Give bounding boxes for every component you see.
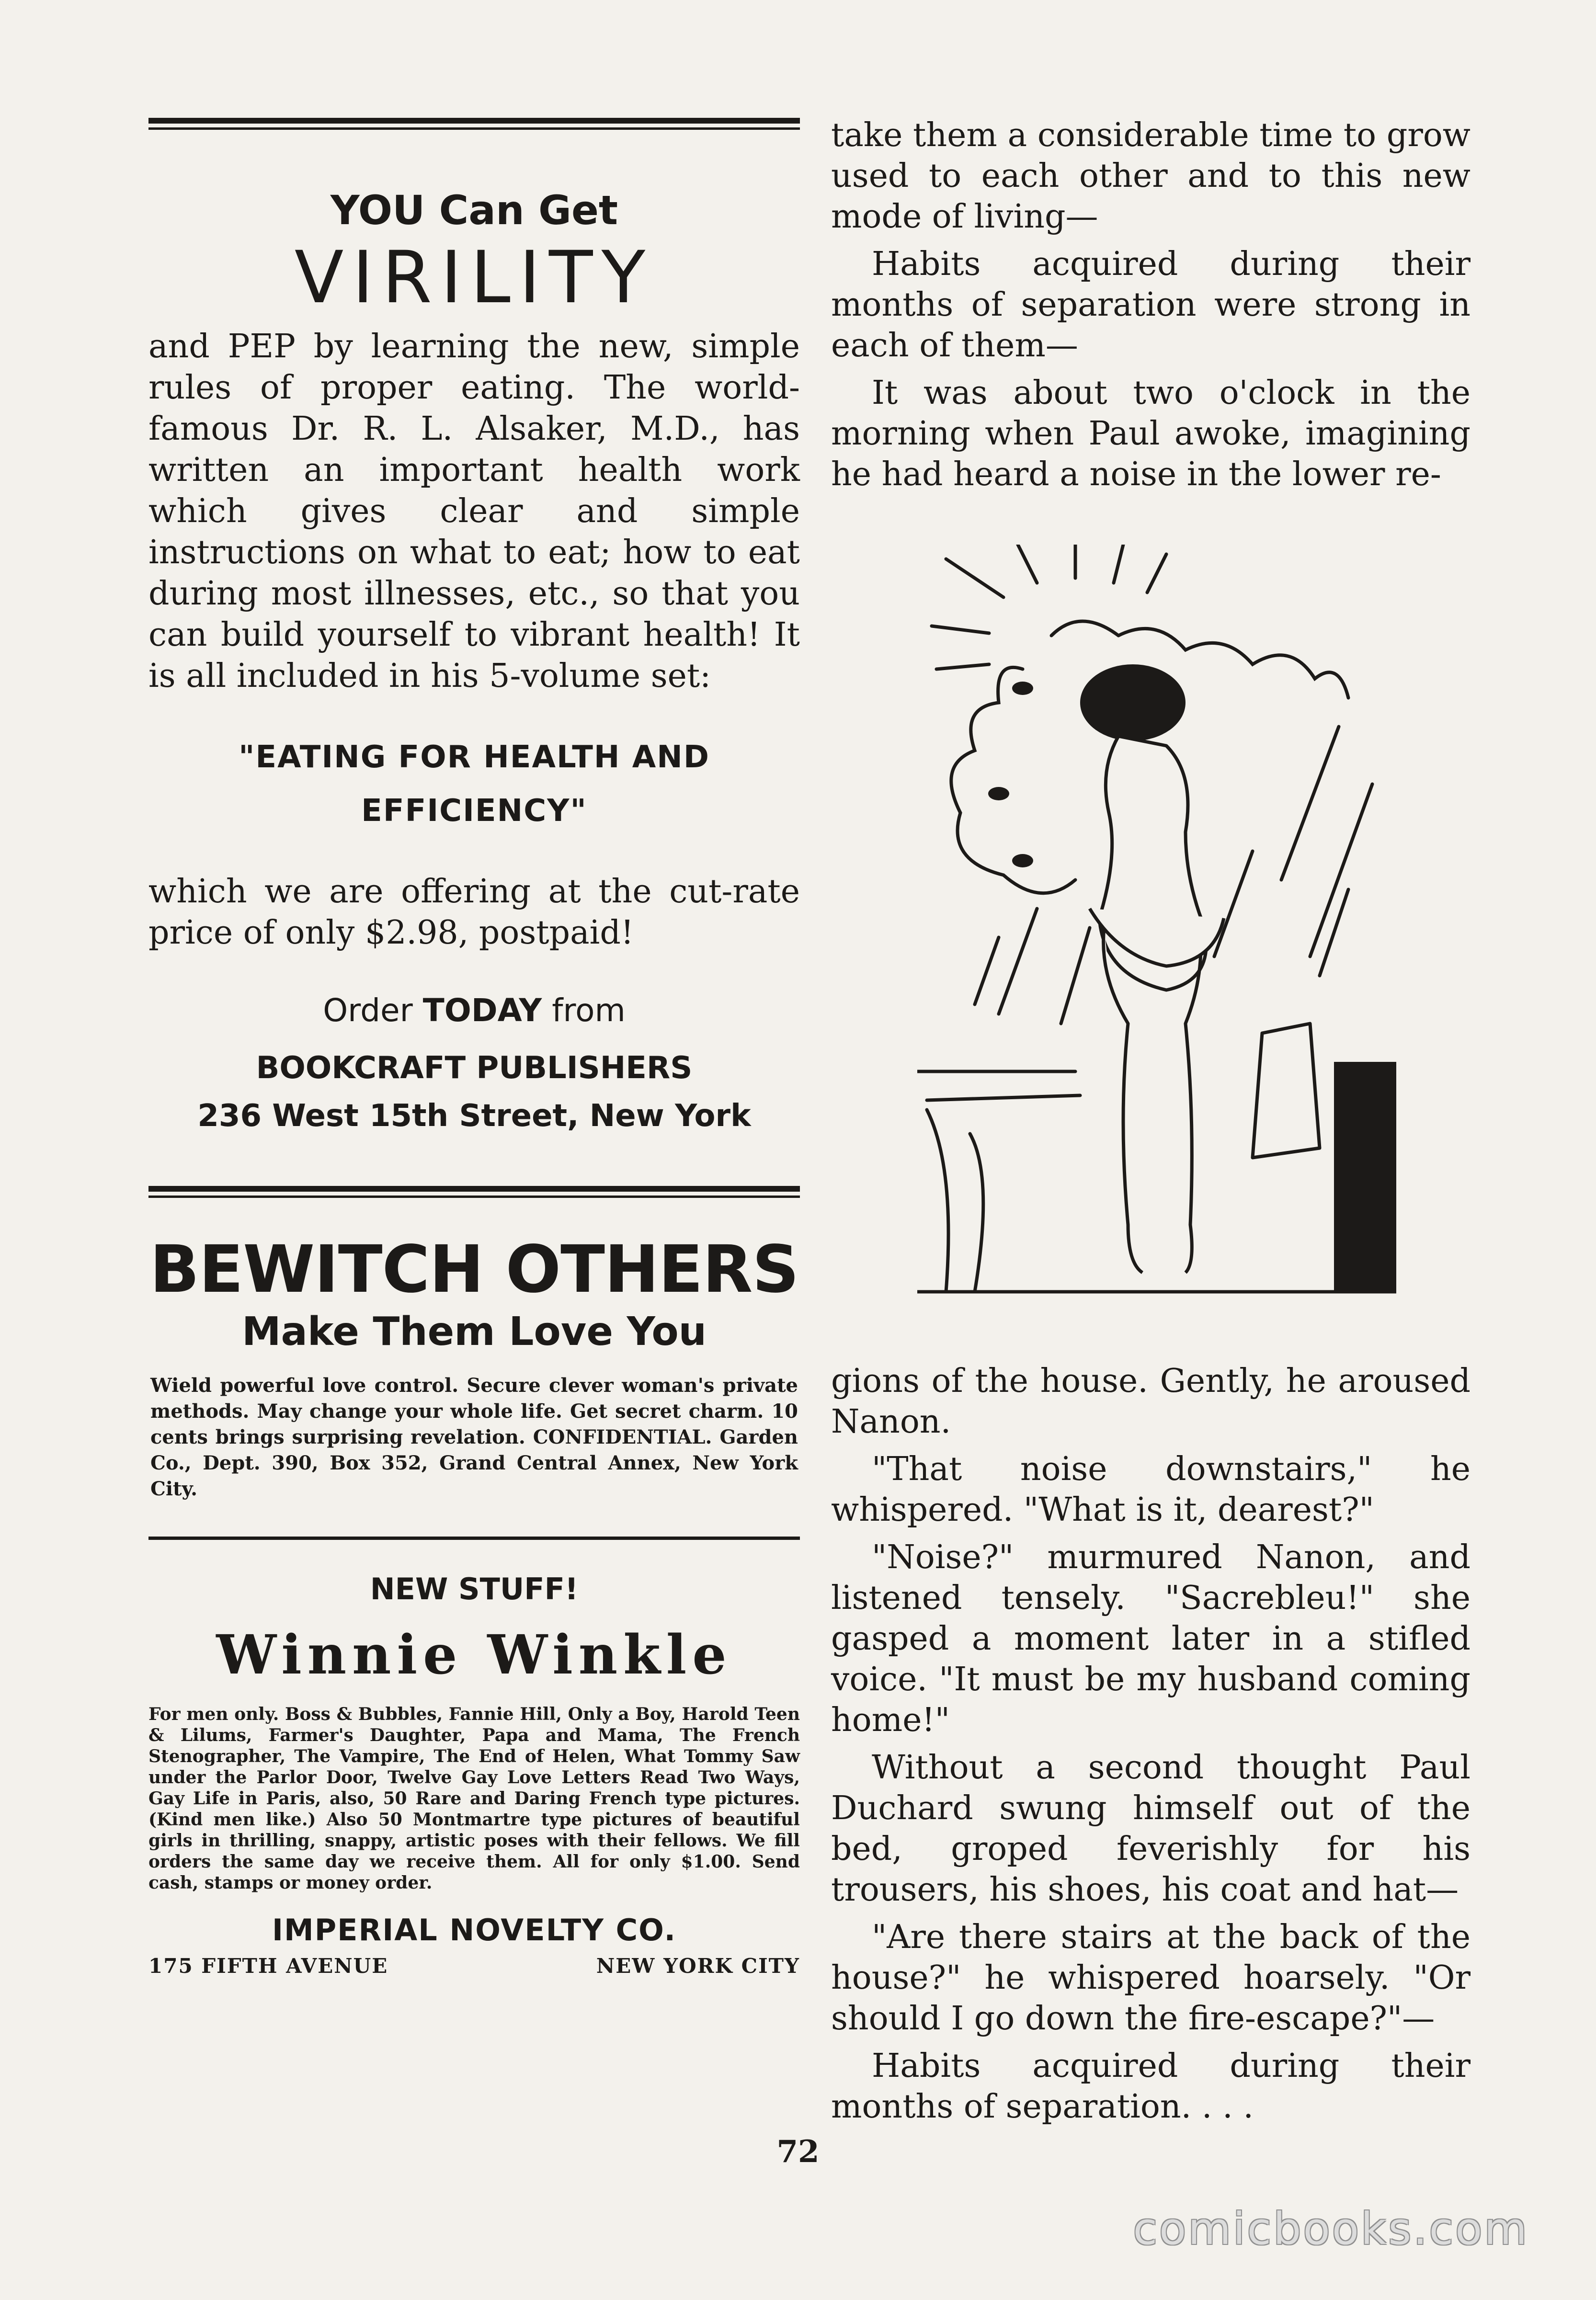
page-number: 72 — [776, 2134, 820, 2170]
order-prefix: Order — [323, 992, 423, 1029]
story-column — [831, 115, 1471, 2134]
ad-virility-order — [148, 992, 800, 1029]
ad-bewitch-body: Wield powerful love control. Secure clever woman's private methods. May change your whole life. Get secret charm. 10 cents brings surprising revelation. CONFIDENTIAL. Garden Co., Dept. 390, Box 352, Grand Central Annex, New York City. — [150, 1374, 798, 1500]
ad-bewitch-headline: BEWITCH OTHERS — [149, 1232, 799, 1308]
story-illustration — [917, 545, 1396, 1330]
ad-winnie-body: For men only. Boss & Bubbles, Fannie Hill, Only a Boy, Harold Teen & Lilums, Farmer's Daughter, Papa and Mama, The French Stenographer, The Vampire, The End of Helen, What Tommy Saw under the Parlor Door, Twelve Gay Love Letters Read Two Ways, Gay Life in Paris, also, 50 Rare and Daring French type pictures. (Kind men like.) Also 50 Montmartre type pictures of beautiful girls in thrilling, snappy, artistic poses with their fellows. We fill orders the same day we receive them. All for only $1.00. Send cash, stamps or money order. — [148, 1704, 800, 1893]
story-paragraph: "That noise downstairs," he whispered. "What is it, dearest?" — [831, 1450, 1471, 1529]
story-paragraph: "Noise?" murmured Nanon, and listened tensely. "Sacrebleu!" she gasped a moment later in a stifled voice. "It must be my husband coming home!" — [831, 1538, 1471, 1739]
ad-winnie-company: IMPERIAL NOVELTY CO. — [272, 1912, 677, 1947]
ad-bewitch — [148, 1232, 800, 1502]
ad-virility-body: and PEP by learning the new, simple rules of proper eating. The world-famous Dr. R. L. Alsaker, M.D., has written an important health work which gives clear and simple instructions on what to eat; how to eat during most illnesses, etc., so that you can build yourself to vibrant health! It is all included in his 5-volume set: — [148, 328, 800, 695]
ad-bewitch-subhead: Make Them Love You — [241, 1309, 707, 1355]
order-today: TODAY — [422, 992, 542, 1029]
ad-virility — [148, 187, 800, 1140]
ad-virility-pre: YOU Can Get — [330, 187, 618, 234]
address-left: 175 FIFTH AVENUE — [148, 1954, 388, 1978]
ad-winnie-winkle — [148, 1571, 800, 1978]
ad-winnie-pre: NEW STUFF! — [370, 1571, 579, 1606]
ad-winnie-address — [148, 1954, 800, 1978]
ad-winnie-headline: Winnie Winkle — [216, 1623, 732, 1686]
divider-double — [148, 1183, 800, 1202]
story-paragraph: Habits acquired during their months of separation were strong in each of them— — [831, 245, 1471, 364]
ad-virility-publisher: BOOKCRAFT PUBLISHERS — [256, 1050, 693, 1086]
ad-virility-book-title: "EATING FOR HEALTH AND EFFICIENCY" — [239, 740, 710, 829]
story-paragraph: It was about two o'clock in the morning when Paul awoke, imagining he had heard a noise in the lower re- — [831, 374, 1471, 493]
story-paragraph: "Are there stairs at the back of the house?" he whispered hoarsely. "Or should I go down the fire-escape?"— — [831, 1918, 1471, 2038]
divider-single — [148, 1537, 800, 1540]
story-paragraph: take them a considerable time to grow used to each other and to this new mode of living— — [831, 116, 1471, 236]
address-right: NEW YORK CITY — [596, 1954, 800, 1978]
ad-virility-address: 236 West 15th Street, New York — [197, 1098, 751, 1134]
watermark: comicbooks.com — [1133, 2203, 1529, 2254]
ad-virility-offer: which we are offering at the cut-rate price of only $2.98, postpaid! — [148, 873, 800, 952]
story-paragraph: Habits acquired during their months of separation. . . . — [831, 2047, 1471, 2126]
ad-virility-headline: VIRILITY — [294, 236, 654, 319]
advertisements-column — [148, 115, 800, 1978]
divider-double — [148, 115, 800, 134]
story-top — [831, 115, 1471, 495]
story-paragraph: gions of the house. Gently, he aroused Nanon. — [831, 1362, 1471, 1441]
story-bottom — [831, 1361, 1471, 2127]
story-paragraph: Without a second thought Paul Duchard swung himself out of the bed, groped feverishly for his trousers, his shoes, his coat and hat— — [831, 1749, 1471, 1909]
order-suffix: from — [542, 992, 626, 1029]
